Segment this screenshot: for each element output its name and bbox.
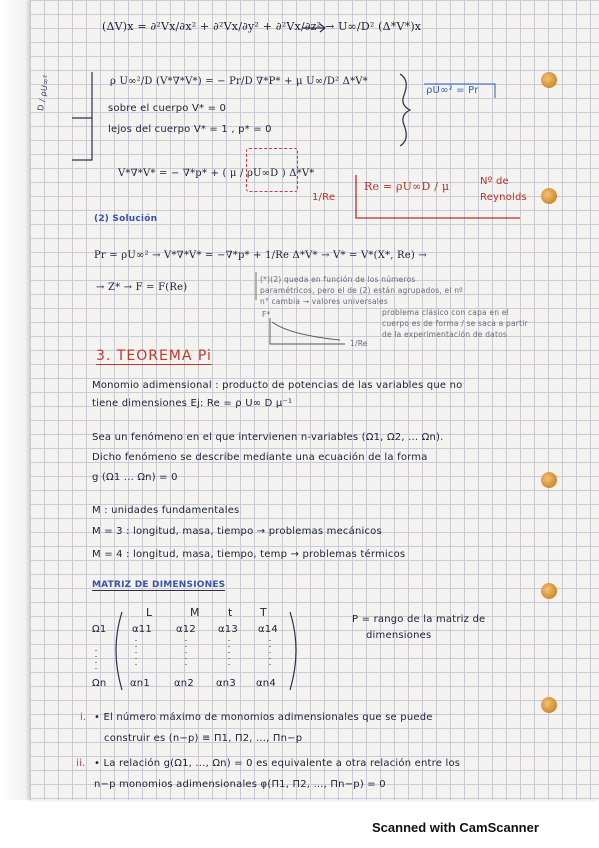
matrix-cell-n2: αn2 — [174, 678, 194, 689]
laplacian-expansion-equation: (ΔV)x = ∂²Vx/∂x² + ∂²Vx/∂y² + ∂²Vx/∂z² → U∞/D² (Δ*V*)x — [102, 20, 422, 33]
matrix-row-last-label: Ωn — [92, 678, 107, 689]
matrix-col-M: M — [190, 606, 200, 619]
scale-factor-note: D / ρU∞² — [36, 74, 52, 112]
pressure-scale-label: ρU∞² = Pr — [426, 85, 479, 96]
aside-note-4: problema clásico con capa en el — [382, 308, 509, 317]
monomio-definition-line1: Monomio adimensional : producto de potencias de las variables que no — [92, 380, 463, 391]
force-equation: → Z* → F = F(Re) — [96, 282, 188, 293]
boundary-condition-far: lejos del cuerpo V* = 1 , p* = 0 — [108, 124, 272, 135]
momentum-equation: ρ U∞²/D (V*∇*V*) = − Pr/D ∇*P* + μ U∞/D² Δ*V* — [110, 76, 368, 87]
matrix-cell-12: α12 — [176, 624, 196, 635]
aside-note-6: de la experimentación de datos — [382, 330, 507, 339]
item-i-line2: construir es (n−p) ≡ Π1, Π2, ..., Πn−p — [104, 733, 303, 744]
camscanner-watermark: Scanned with CamScanner — [372, 820, 539, 835]
matrix-col-L: L — [146, 606, 153, 619]
matrix-cell-n3: αn3 — [216, 678, 236, 689]
matrix-cell-n1: αn1 — [130, 678, 150, 689]
aside-note-1: (*)(2) queda en función de los números — [260, 275, 416, 284]
matrix-cell-13: α13 — [218, 624, 238, 635]
matrix-col-T: T — [260, 606, 267, 619]
aside-note-2: paramétricos, pero el de (2) están agrupados, el nº — [260, 286, 463, 295]
matrix-col-t: t — [228, 606, 233, 619]
boundary-condition-body: sobre el cuerpo V* = 0 — [108, 103, 227, 114]
unidades-fundamentales: M : unidades fundamentales — [92, 505, 240, 516]
matrix-row-first-label: Ω1 — [92, 624, 107, 635]
aside-note-3: n° cambia → valores universales — [260, 297, 388, 306]
monomio-definition-line2: tiene dimensiones Ej: Re = ρ U∞ D μ⁻¹ — [92, 398, 293, 409]
rango-note-line2: dimensiones — [366, 630, 432, 641]
aside-plot-x-label: 1/Re — [350, 339, 368, 348]
matriz-heading: MATRIZ DE DIMENSIONES — [92, 580, 226, 590]
nondimensional-equation: V*∇*V* = − ∇*p* + ( μ / ρU∞D ) Δ*V* — [118, 168, 315, 179]
item-i-line1: • El número máximo de monomios adimensionales que se puede — [94, 712, 433, 723]
matrix-cell-n4: αn4 — [256, 678, 276, 689]
item-ii-marker: ii. — [76, 758, 86, 769]
item-i-marker: i. — [80, 712, 87, 723]
reynolds-caption-line1: Nº de — [480, 176, 509, 187]
reynolds-factor-box — [246, 148, 298, 192]
solucion-heading: (2) Solución — [94, 214, 158, 224]
solucion-equation: Pr = ρU∞² → V*∇*V* = −∇*p* + 1/Re Δ*V* → V* = V*(X*, Re) → — [94, 250, 427, 261]
caso-m4: M = 4 : longitud, masa, tiempo, temp → problemas térmicos — [92, 549, 406, 560]
aside-note-5: cuerpo es de forma / se saca a partir — [382, 319, 528, 328]
one-over-re-label: 1/Re — [312, 192, 336, 203]
caso-m3: M = 3 : longitud, masa, tiempo → problemas mecánicos — [92, 526, 382, 537]
matrix-cell-14: α14 — [258, 624, 278, 635]
item-ii-line1: • La relación g(Ω1, ..., Ωn) = 0 es equivalente a otra relación entre los — [94, 758, 461, 769]
rango-note-line1: P = rango de la matriz de — [352, 614, 486, 625]
reynolds-caption-line2: Reynolds — [480, 192, 527, 203]
item-ii-line2: n−p monomios adimensionales φ(Π1, Π2, ..., Πn−p) = 0 — [94, 779, 386, 790]
matrix-cell-11: α11 — [132, 624, 152, 635]
fenomeno-line1: Sea un fenómeno en el que intervienen n-variables (Ω1, Ω2, ... Ωn). — [92, 432, 444, 443]
aside-plot-y-label: F* — [262, 310, 271, 319]
fenomeno-line2: Dicho fenómeno se describe mediante una ecuación de la forma — [92, 452, 428, 463]
fenomeno-line3: g (Ω1 ... Ωn) = 0 — [92, 472, 178, 483]
section-title-teorema-pi: 3. TEOREMA Pi — [96, 348, 212, 364]
reynolds-definition: Re = ρU∞D / μ — [364, 180, 450, 193]
